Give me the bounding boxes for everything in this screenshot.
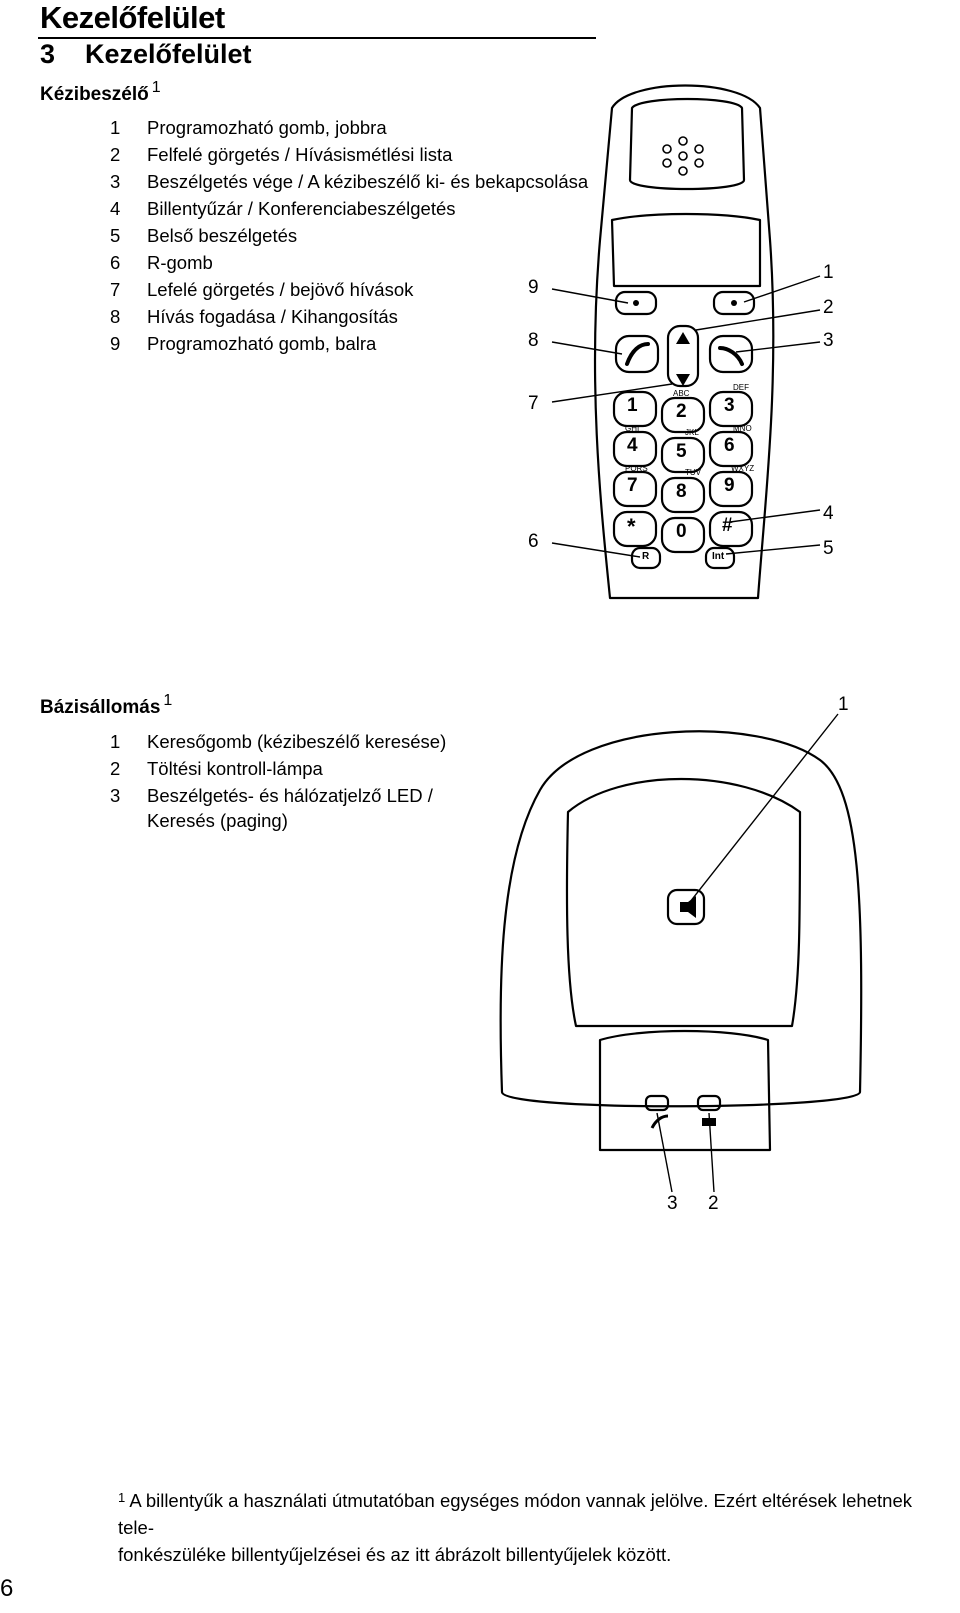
key-letters: GHI — [625, 424, 640, 433]
handset-heading — [40, 79, 161, 106]
call-led — [646, 1096, 668, 1110]
arrow-up-icon — [676, 332, 690, 344]
charge-led — [698, 1096, 720, 1110]
int-key — [706, 548, 734, 568]
chapter-title: Kezelőfelület — [40, 0, 225, 35]
key-letters: TUV — [685, 468, 701, 477]
callout-5: 5 — [823, 538, 834, 559]
key-letters: WXYZ — [731, 464, 755, 473]
r-key-label[interactable]: R — [642, 551, 650, 562]
key-letters: JKL — [685, 428, 699, 437]
callout-4: 4 — [823, 503, 834, 524]
key-8[interactable]: 8 — [676, 481, 687, 502]
key-4[interactable]: 4 — [627, 435, 638, 456]
base-callout-3: 3 — [667, 1193, 678, 1214]
arrow-down-icon — [676, 374, 690, 386]
r-key — [632, 548, 660, 568]
base-callout-2: 2 — [708, 1193, 719, 1214]
callout-1: 1 — [823, 262, 834, 283]
base-item-list: 1 Keresőgomb (kézibeszélő keresése) 2 Töltési kontroll-lámpa 3 Beszélgetés- és hálózatjelző LED / Keresés (paging) — [110, 731, 447, 831]
earpiece — [630, 99, 744, 189]
callout-6: 6 — [528, 531, 539, 552]
call-icon — [627, 344, 648, 364]
handset-illustration — [520, 60, 860, 620]
key-1[interactable]: 1 — [627, 395, 638, 416]
key-hash[interactable]: # — [722, 515, 733, 536]
footnote-line-2: fonkészüléke billentyűjelzései és az itt ábrázolt billentyűjelek között. — [118, 1544, 672, 1565]
end-call-icon — [720, 348, 742, 364]
key-3[interactable]: 3 — [724, 395, 735, 416]
key-letters: ABC — [673, 389, 690, 398]
call-key — [616, 336, 658, 372]
callout-9: 9 — [528, 277, 539, 298]
page-number: 6 — [0, 1575, 14, 1602]
handset-footnote-marker: 1 — [151, 79, 161, 96]
section-title: Kezelőfelület — [85, 39, 252, 69]
base-heading — [40, 692, 173, 719]
key-6[interactable]: 6 — [724, 435, 735, 456]
callout-2: 2 — [823, 297, 834, 318]
callout-7: 7 — [528, 393, 539, 414]
key-letters: PQRS — [625, 464, 648, 473]
key-star[interactable]: * — [627, 514, 636, 539]
key-letters: DEF — [733, 383, 749, 392]
front-panel — [600, 1031, 770, 1150]
display-window — [612, 214, 760, 286]
callout-3: 3 — [823, 330, 834, 351]
key-7[interactable]: 7 — [627, 475, 638, 496]
section-number: 3 — [40, 39, 56, 69]
footnote-line-1: $^1$ A billentyűk a használati útmutatóban egységes módon vannak jelölve. Ezért eltérések lehetnek tele- — [118, 1490, 912, 1538]
key-letters: MNO — [733, 424, 752, 433]
base-heading-text: Bázisállomás — [40, 697, 161, 718]
base-illustration — [490, 700, 880, 1200]
handset-heading-text: Kézibeszélő — [40, 84, 149, 105]
callout-8: 8 — [528, 330, 539, 351]
key-2[interactable]: 2 — [676, 401, 687, 422]
key-5[interactable]: 5 — [676, 441, 687, 462]
base-footnote-marker: 1 — [163, 692, 173, 709]
key-9[interactable]: 9 — [724, 475, 735, 496]
base-callout-1: 1 — [838, 694, 849, 715]
int-key-label[interactable]: Int — [712, 551, 725, 562]
paging-speaker-icon — [680, 896, 696, 918]
footnote — [118, 1487, 938, 1568]
handset-key-list: 1 Programozható gomb, jobbra 2 Felfelé görgetés / Hívásismétlési lista 3 Beszélgetés vége / A kézibeszélő ki- és bekapcsolása 4 Billentyűzár / Konferenciabeszélgetés 5 Belső beszélgetés 6 R-gomb 7 Lefelé görgetés / bejövő hívások 8 Hívás fogadása / Kihangosítás 9 Programozható gomb, balra — [110, 117, 589, 354]
base-body — [501, 731, 862, 1106]
end-key — [710, 336, 752, 372]
key-0[interactable]: 0 — [676, 521, 687, 542]
